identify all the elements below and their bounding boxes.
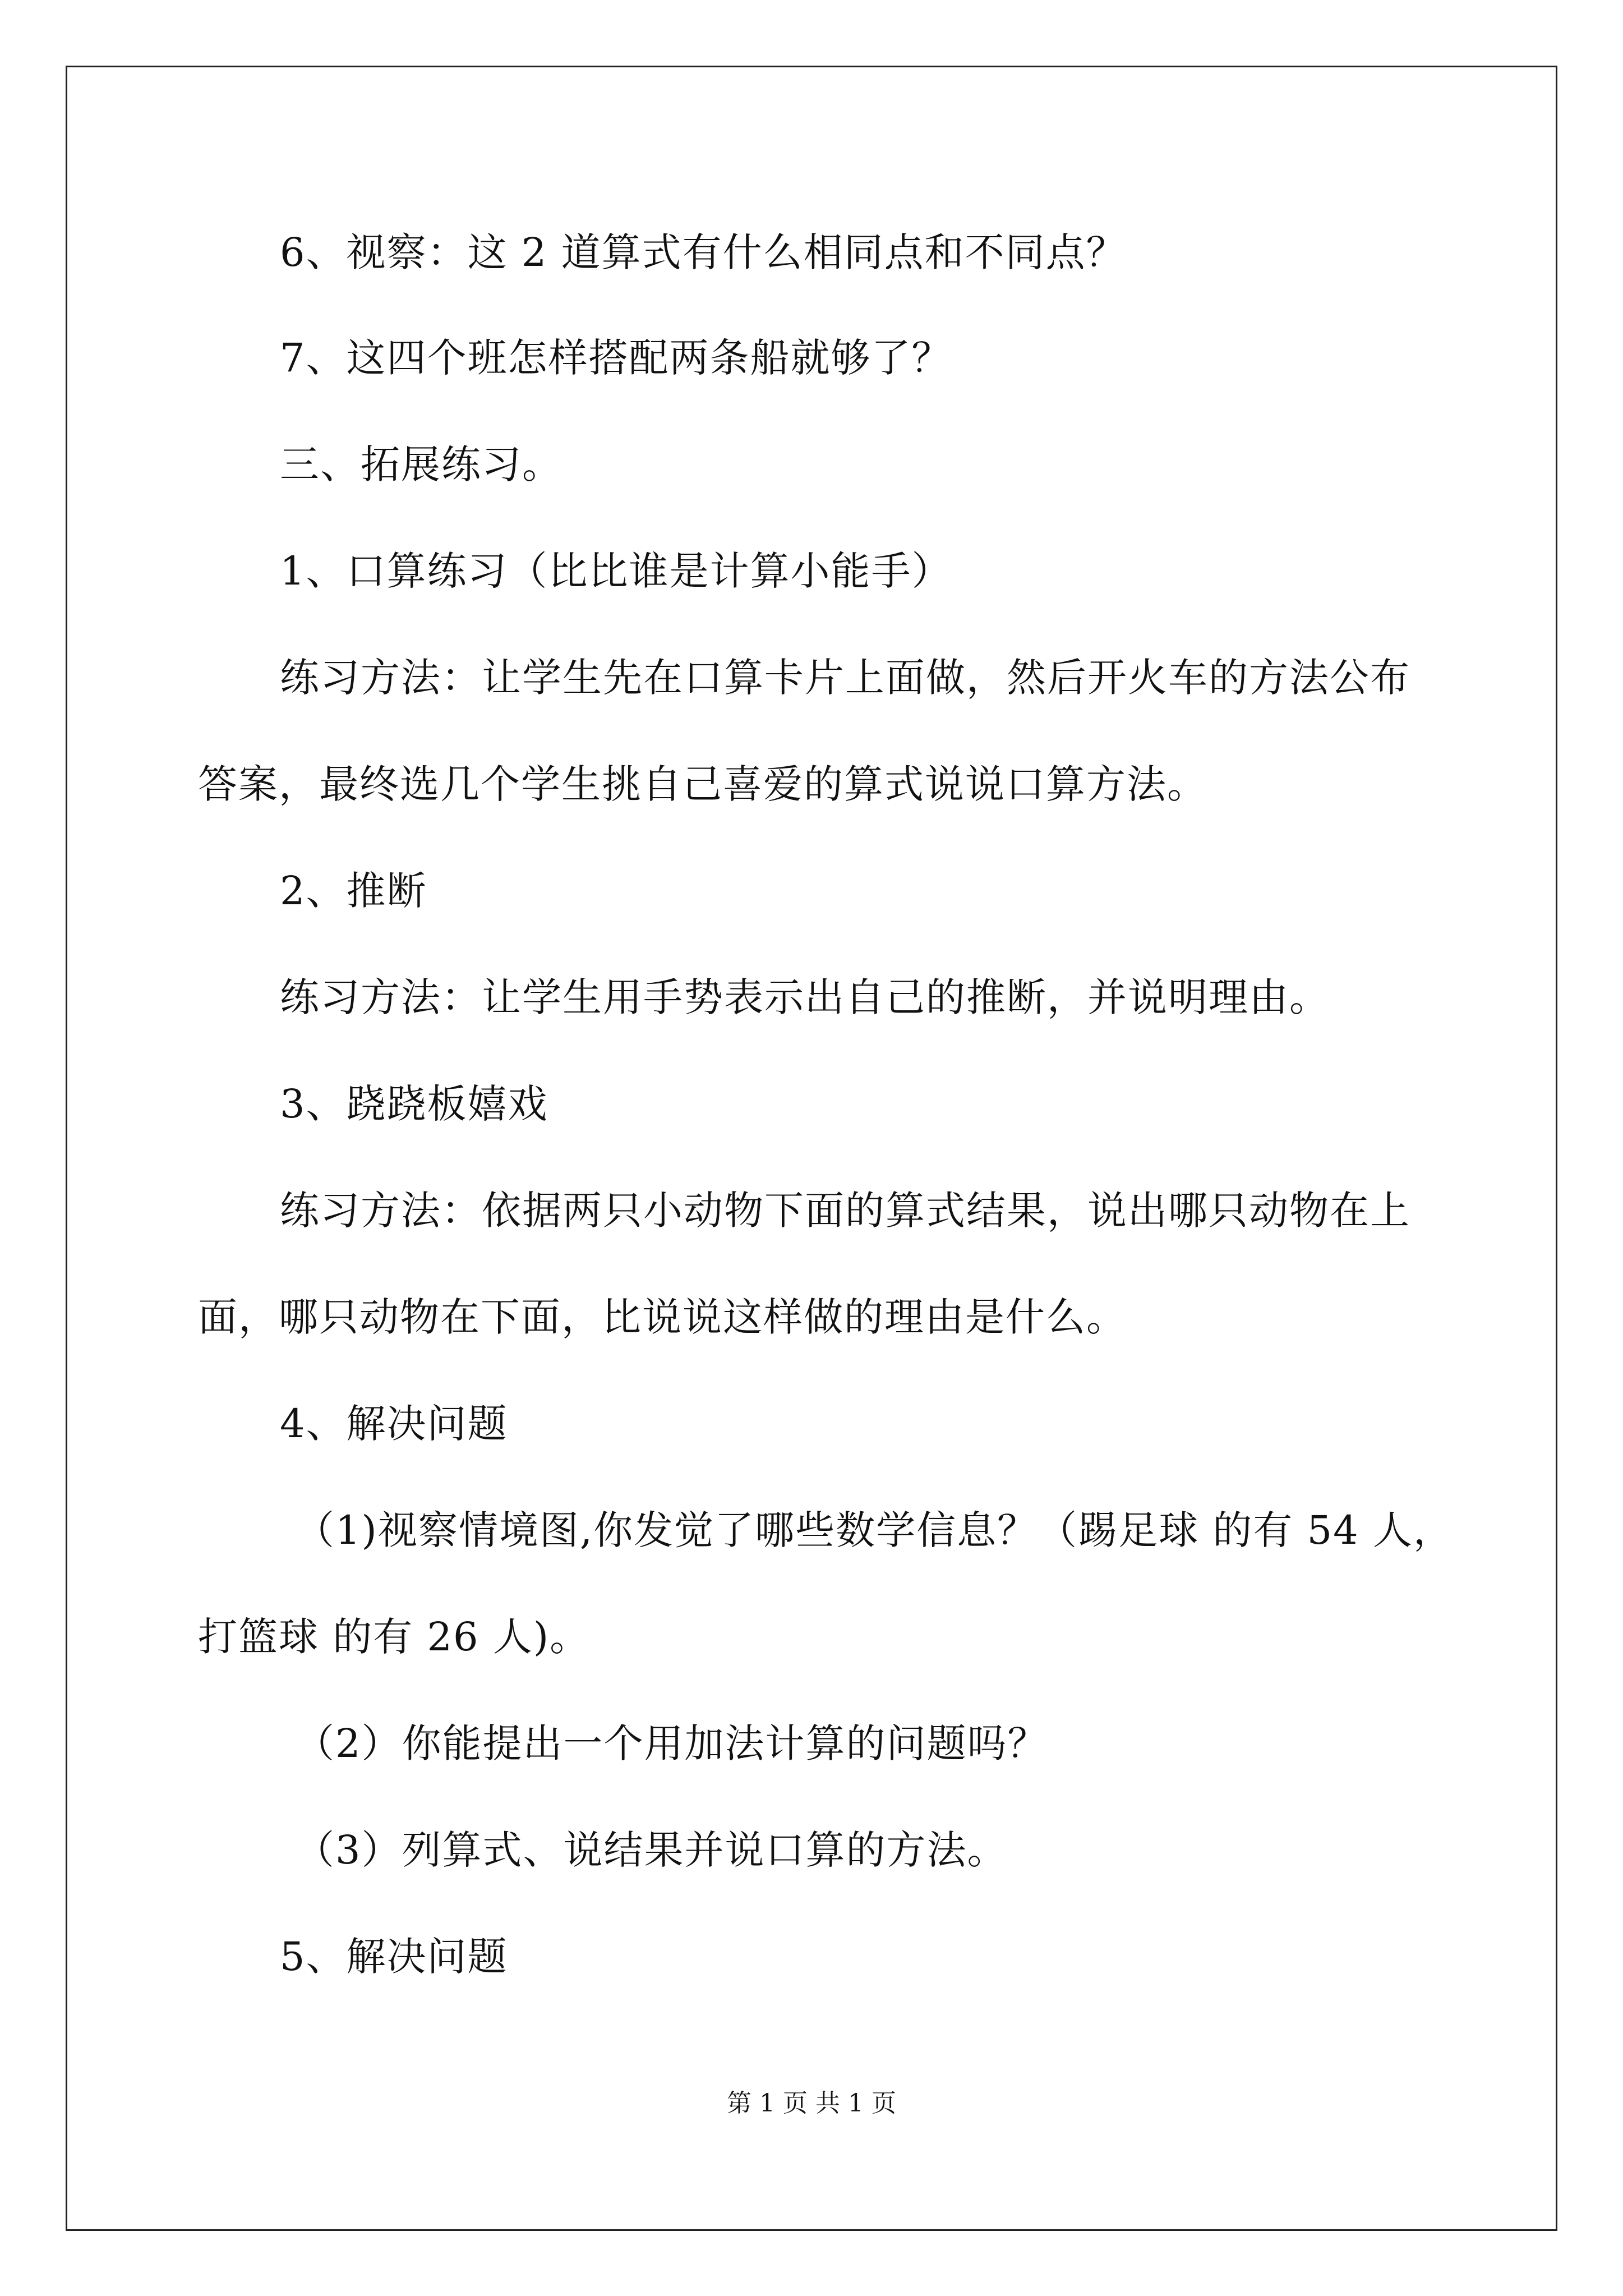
- paragraph-6-observe: 6、视察：这 2 道算式有什么相同点和不同点？: [280, 229, 1127, 275]
- paragraph-oral-practice: 1、口算练习（比比谁是计算小能手）: [280, 548, 952, 594]
- page-footer: 第 1 页 共 1 页: [727, 2089, 896, 2118]
- page-border: [66, 66, 1557, 2231]
- paragraph-question-1b: 打篮球 的有 26 人)。: [198, 1614, 591, 1660]
- paragraph-question-2: （2）你能提出一个用加法计算的问题吗？: [295, 1720, 1048, 1766]
- section-heading-extension: 三、拓展练习。: [280, 441, 562, 487]
- paragraph-method-1b: 答案，最终选几个学生挑自己喜爱的算式说说口算方法。: [198, 761, 1207, 807]
- paragraph-judge: 2、推断: [280, 868, 427, 914]
- paragraph-method-3a: 练习方法：依据两只小动物下面的算式结果，说出哪只动物在上: [280, 1188, 1410, 1234]
- paragraph-7-boats: 7、这四个班怎样搭配两条船就够了？: [280, 335, 952, 381]
- paragraph-question-1a: （1)视察情境图,你发觉了哪些数学信息？（踢足球 的有 54 人，: [295, 1507, 1454, 1553]
- paragraph-method-2: 练习方法：让学生用手势表示出自己的推断，并说明理由。: [280, 974, 1330, 1020]
- paragraph-method-3b: 面，哪只动物在下面，比说说这样做的理由是什么。: [198, 1294, 1127, 1340]
- paragraph-question-3: （3）列算式、说结果并说口算的方法。: [295, 1827, 1008, 1873]
- paragraph-solve-4: 4、解决问题: [280, 1401, 508, 1447]
- paragraph-method-1a: 练习方法：让学生先在口算卡片上面做，然后开火车的方法公布: [280, 655, 1410, 701]
- paragraph-solve-5: 5、解决问题: [280, 1934, 508, 1980]
- paragraph-seesaw: 3、跷跷板嬉戏: [280, 1081, 548, 1127]
